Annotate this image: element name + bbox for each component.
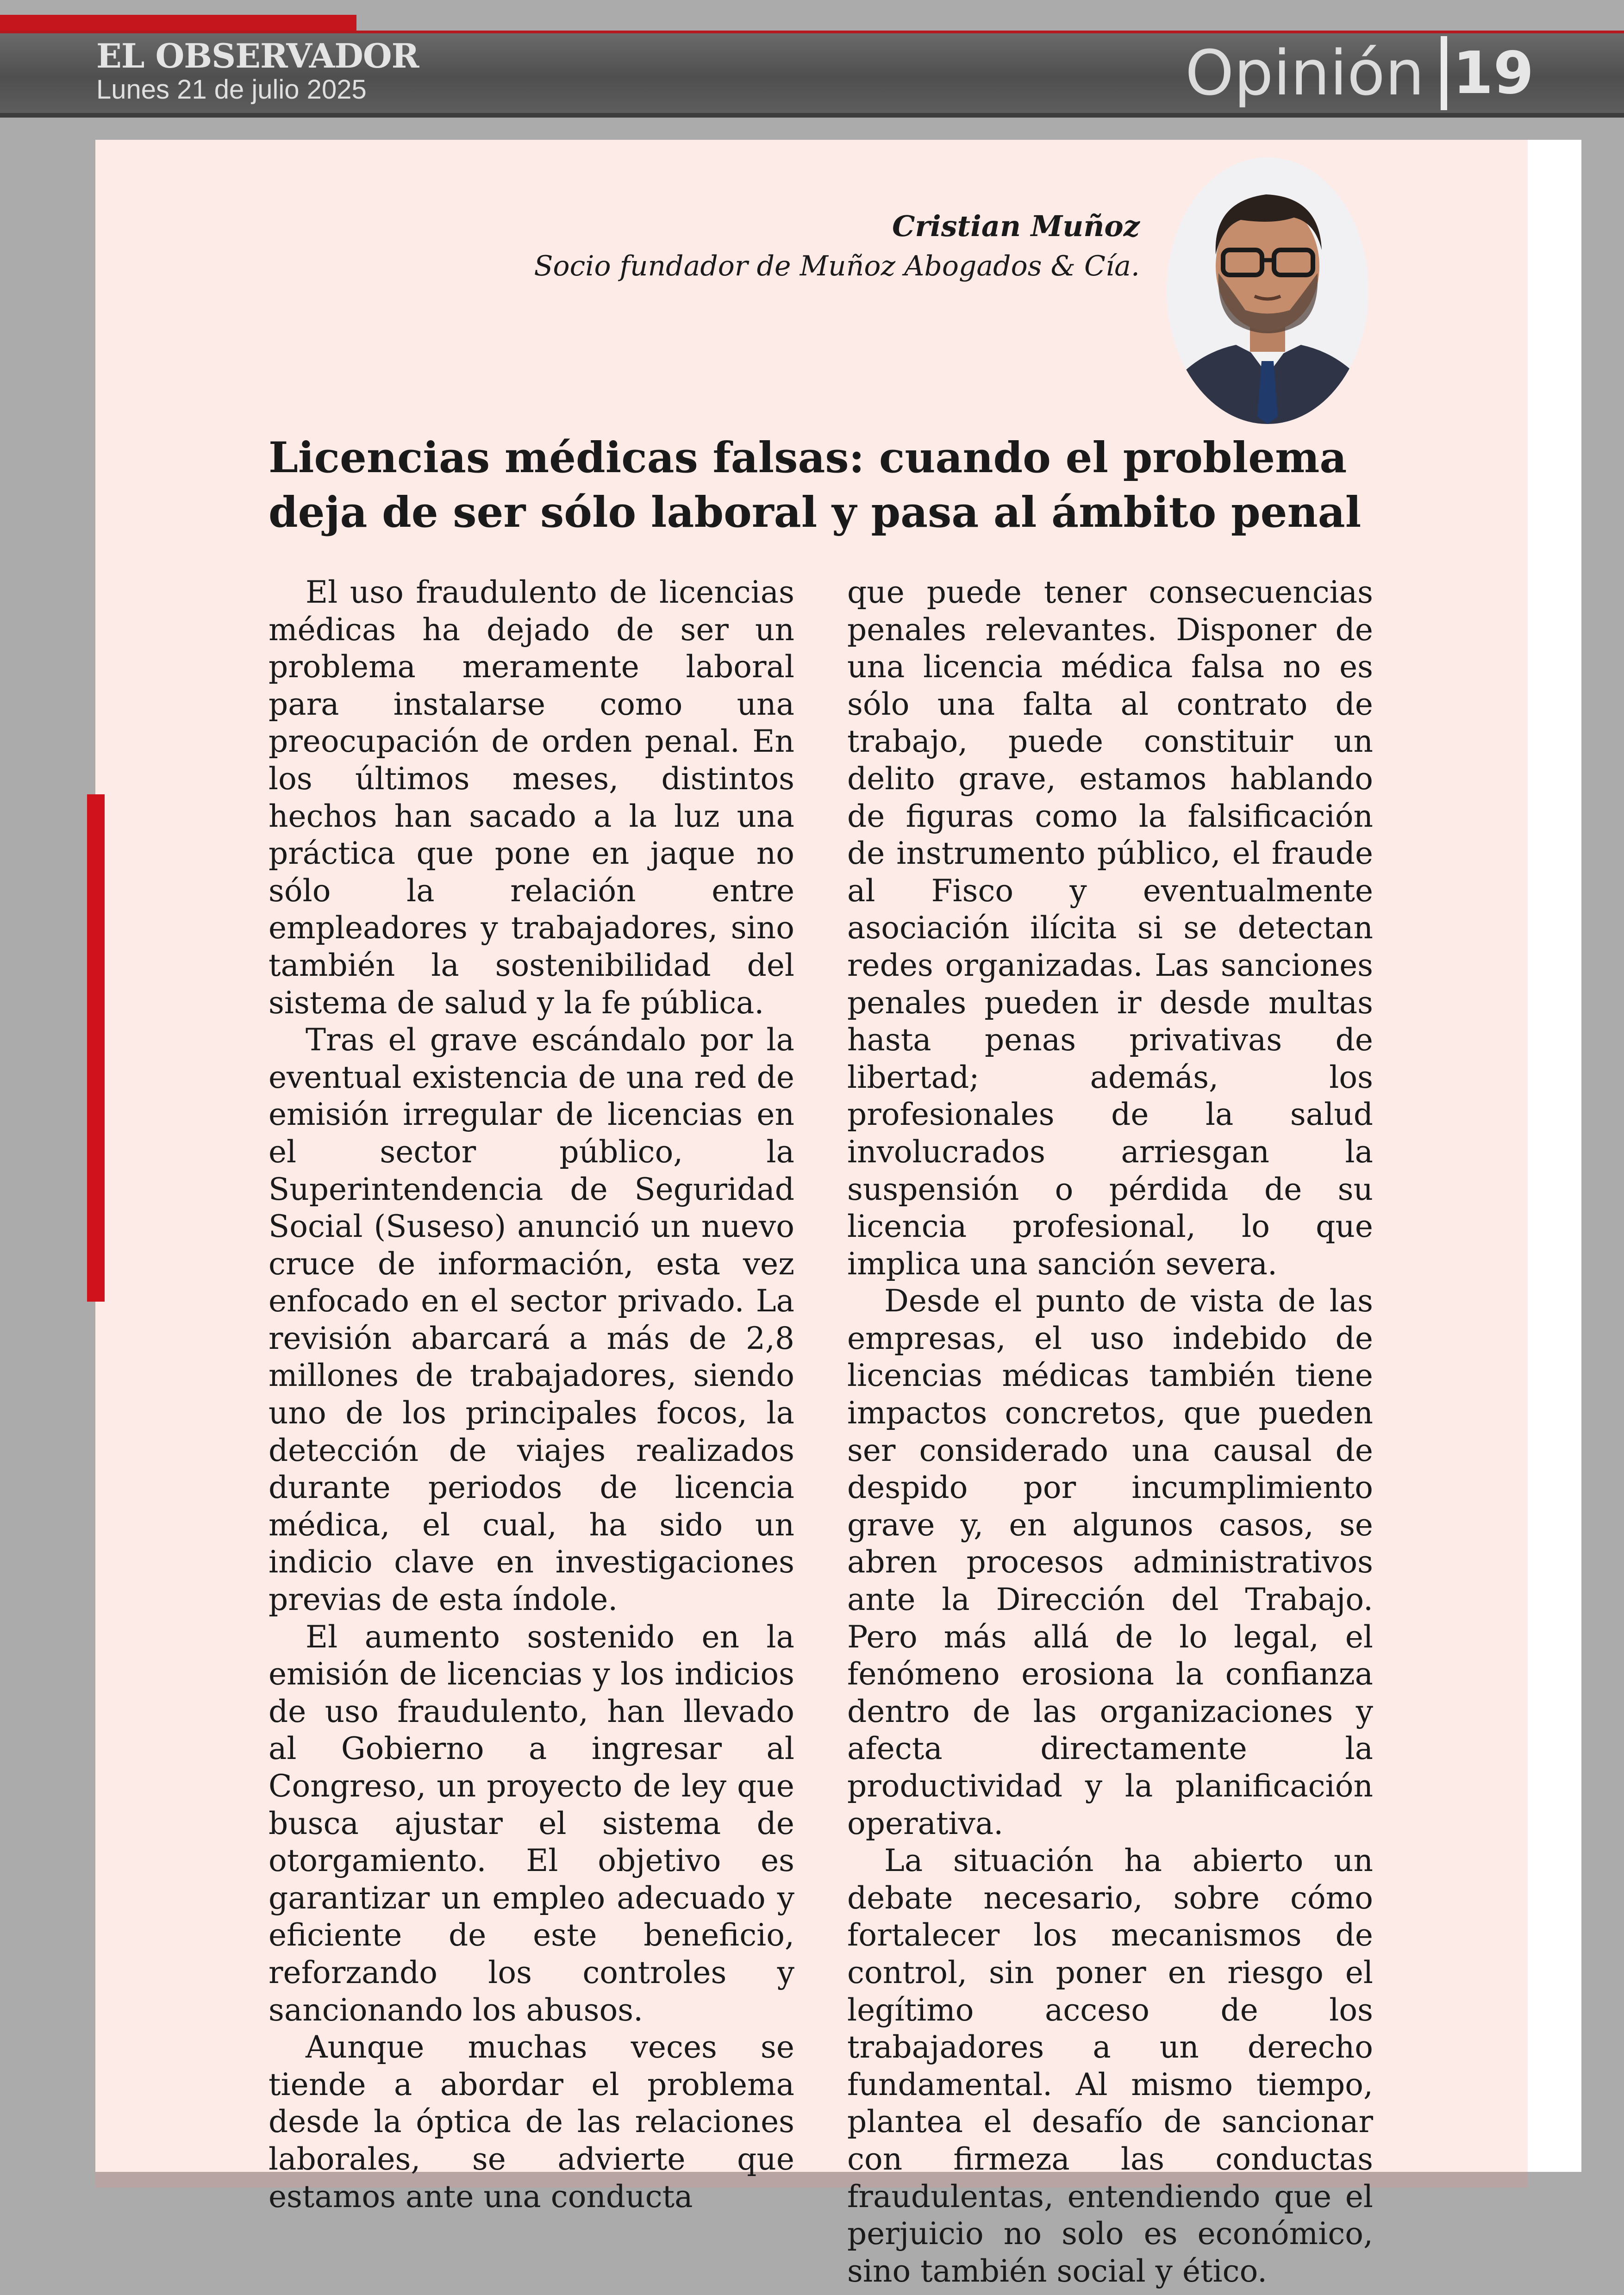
article-column-left — [269, 574, 794, 2215]
article-column-right — [847, 574, 1373, 2290]
article-headline: Licencias médicas falsas: cuando el problema deja de ser sólo laboral y pasa al ámbito penal — [269, 433, 1362, 537]
paragraph: La situación ha abierto un debate necesario, sobre cómo fortalecer los mecanismos de control, sin poner en riesgo el legítimo acceso de los trabajadores a un derecho fundamental. Al mismo tiempo, plantea el desafío de sancionar con firmeza las conductas fraudulentas, entendiendo que el perjuicio no solo es económico, sino también social y ético. — [847, 1843, 1373, 2289]
top-red-strip — [0, 15, 356, 31]
author-name: Cristian Muñoz — [892, 209, 1140, 243]
paragraph: que puede tener consecuencias penales relevantes. Disponer de una licencia médica falsa no es sólo una falta al contrato de trabajo, puede constituir un delito grave, estamos hablando de figuras como la falsificación de instrumento público, el fraude al Fisco y eventualmente asociación ilícita si se detectan redes organizadas. Las sanciones penales pueden ir desde multas hasta penas privativas de libertad; además, los profesionales de la salud involucrados arriesgan la suspensión o pérdida de su licencia profesional, lo que implica una sanción severa. — [847, 574, 1373, 1282]
section-label: Opinión — [1185, 37, 1424, 109]
author-role: Socio fundador de Muñoz Abogados & Cía. — [534, 250, 1140, 282]
paragraph: El uso fraudulento de licencias médicas ha dejado de ser un problema meramente laboral para instalarse como una preocupación de orden penal. En los últimos meses, distintos hechos han sacado a la luz una práctica que pone en jaque no sólo la relación entre empleadores y trabajadores, sino también la sostenibilidad del sistema de salud y la fe pública. — [269, 574, 794, 1021]
author-portrait-icon — [1167, 157, 1368, 424]
page-number: 19 — [1453, 39, 1534, 107]
author-avatar — [1167, 157, 1368, 424]
paragraph: Aunque muchas veces se tiende a abordar el problema desde la óptica de las relaciones laborales, se advierte que estamos ante una conducta — [269, 2029, 794, 2214]
paragraph: Desde el punto de vista de las empresas, el uso indebido de licencias médicas también tiene impactos concretos, que pueden ser considerado una causal de despido por incumplimiento grave y, en algunos casos, se abren procesos administrativos ante la Dirección del Trabajo. Pero más allá de lo legal, el fenómeno erosiona la confianza dentro de las organizaciones y afecta directamente la productividad y la planificación operativa. — [847, 1283, 1373, 1841]
issue-date: Lunes 21 de julio 2025 — [96, 75, 367, 105]
paragraph: Tras el grave escándalo por la eventual existencia de una red de emisión irregular de licencias en el sector público, la Superintendencia de Seguridad Social (Suseso) anunció un nuevo cruce de información, esta vez enfocado en el sector privado. La revisión abarcará a más de 2,8 millones de trabajadores, siendo uno de los principales focos, la detección de viajes realizados durante periodos de licencia médica, el cual, ha sido un indicio clave en investigaciones previas de esta índole. — [269, 1022, 794, 1618]
red-accent-bar — [87, 794, 105, 1302]
paragraph: El aumento sostenido en la emisión de licencias y los indicios de uso fraudulento, han llevado al Gobierno a ingresar al Congreso, un proyecto de ley que busca ajustar el sistema de otorgamiento. El objetivo es garantizar un empleo adecuado y eficiente de este beneficio, reforzando los controles y sancionando los abusos. — [269, 1619, 794, 2028]
header-divider — [1441, 36, 1447, 110]
newspaper-masthead: EL OBSERVADOR — [96, 36, 419, 75]
